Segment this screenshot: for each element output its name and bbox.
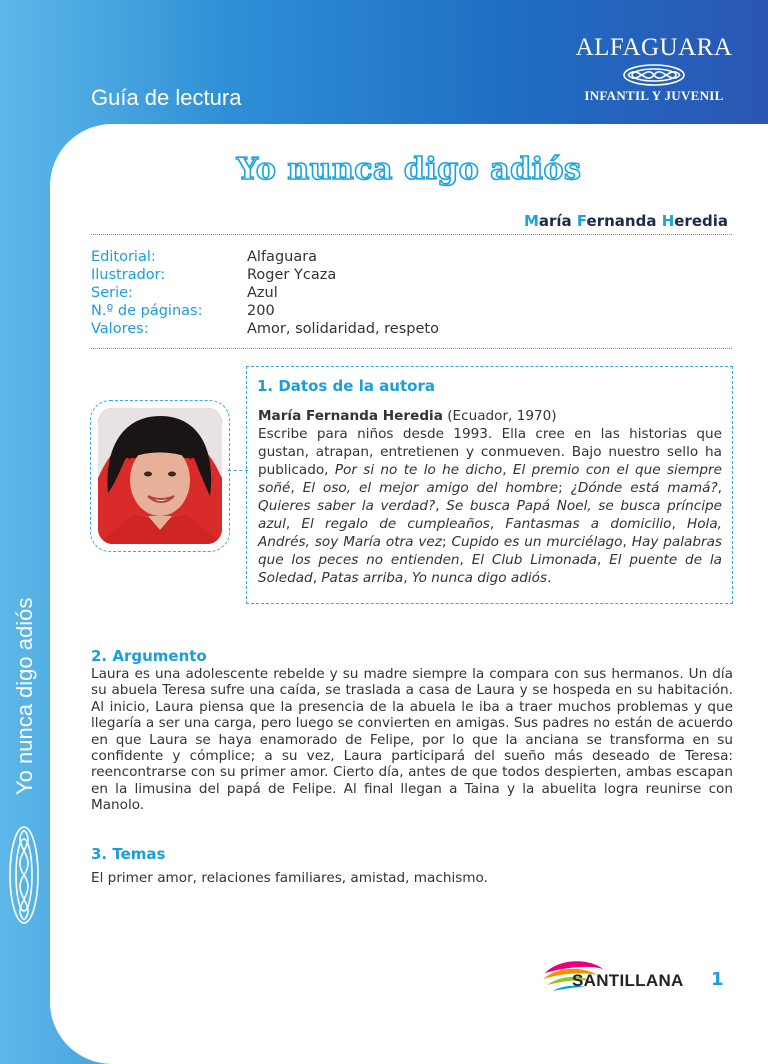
argument-text: Laura es una adolescente rebelde y su madre siempre la compara con sus hermanos. Un día su abuela Teresa sufre una caída, se traslada a casa de Laura y se hospeda en su habitación. Al inicio, Laura piensa que la presencia de la abuela le iba a traer muchos problemas y que llegaría a ser una carga, pero luego se convierten en amigas. Sus padres no están de acuerdo en que Laura se haya enamorado de Felipe, por lo que la anciana se transforma en su confidente y cómplice; a su vez, Laura participará del sueño más deseado de Teresa: reencontrarse con su primer amor. Cierto día, antes de que todos despierten, ambas escapan en la limusina del papá de Felipe. Al final llegan a Taina y la abuelita logra reunirse con Manolo. xyxy=(91,666,733,814)
work-separator: , xyxy=(435,498,447,514)
author-photo xyxy=(98,408,222,544)
work-title: ¿Dónde está mamá? xyxy=(570,480,718,496)
side-knot-emblem-icon xyxy=(6,820,42,930)
author-bio: María Fernanda Heredia (Ecuador, 1970) Escribe para niños desde 1993. Ella cree en las historias que gustan, atrapan, entretienen y conmueven. Bajo nuestro sello ha publicado, Por si no te lo he dicho, El premio con el que siempre soñé, El oso, el mejor amigo del hombre; ¿Dónde está mamá?, Quieres saber la verdad?, Se busca Papá Noel, se busca príncipe azul, El regalo de cumpleaños, Fantasmas a domicilio, Hola, Andrés, soy María otra vez; Cupido es un murciélago, Hay palabras que los peces no entienden, El Club Limonada, El puente de la Soledad, Patas arriba, Yo nunca digo adiós. xyxy=(258,408,722,586)
work-title: Cupido es un murciélago xyxy=(451,534,623,550)
work-separator: , xyxy=(285,516,302,532)
work-title: Patas arriba xyxy=(321,570,404,586)
work-title: Quieres saber la verdad? xyxy=(258,498,436,514)
knot-emblem-icon xyxy=(614,62,694,88)
work-separator: , xyxy=(502,462,513,478)
work-separator: , xyxy=(312,570,322,586)
author-photo-frame xyxy=(90,400,230,552)
work-separator: , xyxy=(459,552,472,568)
author-section-heading: 1. Datos de la autora xyxy=(257,377,435,395)
work-separator: , xyxy=(671,516,687,532)
work-title: El premio con el que siempre soñé xyxy=(258,462,722,496)
book-metadata xyxy=(91,248,439,338)
work-separator: , xyxy=(622,534,632,550)
author-name: María Fernanda Heredia xyxy=(523,212,728,230)
author-info-box xyxy=(246,366,733,604)
work-separator: ; xyxy=(558,480,571,496)
argument-heading: 2. Argumento xyxy=(91,647,207,665)
work-separator: , xyxy=(403,570,412,586)
work-title: El puente de la Soledad xyxy=(258,552,722,586)
divider-bottom xyxy=(91,348,732,349)
themes-heading: 3. Temas xyxy=(91,845,166,863)
work-separator: ; xyxy=(441,534,452,550)
side-book-title: Yo nunca digo adiós xyxy=(12,597,37,795)
page-number: 1 xyxy=(711,969,724,990)
work-title: El oso, el mejor amigo del hombre xyxy=(302,480,559,496)
work-separator: , xyxy=(717,480,722,496)
meta-row-editorial: Editorial: Alfaguara xyxy=(91,249,318,265)
book-title: Yo nunca digo adiós xyxy=(236,152,582,187)
work-title: Fantasmas a domicilio xyxy=(505,516,672,532)
work-separator: . xyxy=(547,570,552,586)
work-title: Yo nunca digo adiós xyxy=(411,570,548,586)
work-title: Por si no te lo he dicho xyxy=(334,462,503,478)
meta-row-series: Serie: Azul xyxy=(91,285,278,301)
publisher-name: SANTILLANA xyxy=(572,971,684,990)
brand-name: ALFAGUARA xyxy=(575,34,733,61)
guide-title: Guía de lectura xyxy=(91,85,242,110)
meta-row-pages: N.º de páginas: 200 xyxy=(91,303,275,319)
photo-connector-line xyxy=(228,470,248,471)
work-separator: , xyxy=(290,480,303,496)
work-title: El Club Limonada xyxy=(471,552,598,568)
meta-row-illustrator: Ilustrador: Roger Ycaza xyxy=(91,267,337,283)
alfaguara-logo xyxy=(574,34,734,104)
brand-subtitle: INFANTIL Y JUVENIL xyxy=(584,88,724,103)
work-title: Hay palabras que los peces no entienden xyxy=(258,534,722,568)
work-title: El regalo de cumpleaños xyxy=(301,516,490,532)
work-title: Se busca Papá Noel, se busca príncipe azul xyxy=(258,498,722,532)
divider-top xyxy=(91,234,732,235)
meta-row-values: Valores: Amor, solidaridad, respeto xyxy=(91,321,439,337)
work-separator: , xyxy=(597,552,610,568)
work-separator: , xyxy=(489,516,506,532)
work-title: Hola, Andrés, soy María otra vez xyxy=(258,516,722,550)
themes-text: El primer amor, relaciones familiares, amistad, machismo. xyxy=(91,870,488,886)
